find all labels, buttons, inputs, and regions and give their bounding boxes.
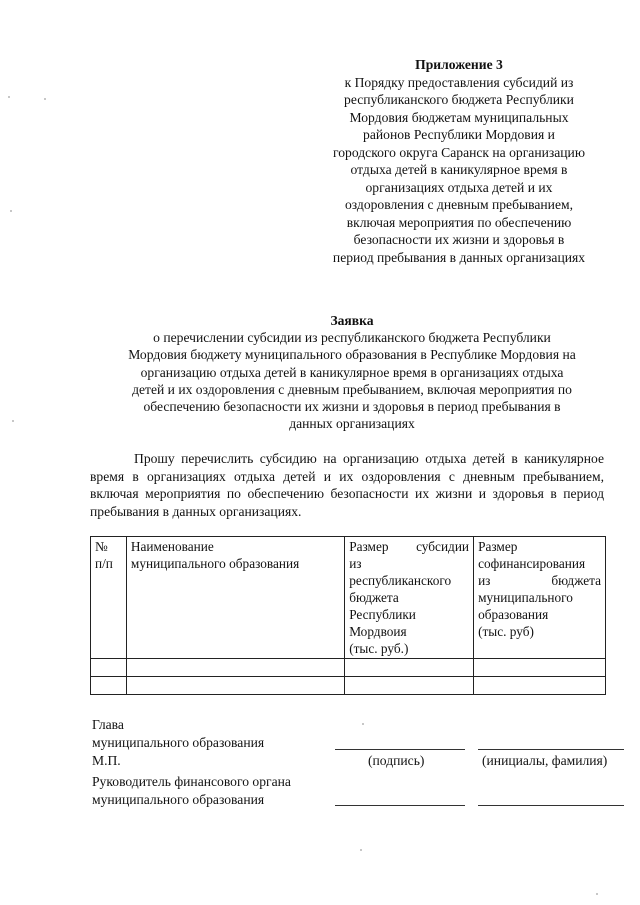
scan-speck — [12, 420, 14, 422]
table-row — [91, 659, 606, 677]
table-cell-name[interactable] — [126, 677, 344, 695]
appendix-line: к Порядку предоставления субсидий из — [344, 74, 574, 90]
name-line-head[interactable] — [478, 749, 624, 750]
appendix-line: республиканского бюджета Республики — [344, 92, 574, 107]
request-body-paragraph: Прошу перечислить субсидию на организацию отдыха детей в каникулярное время в организациях отдыха детей и их оздоровления с дневным пребыванием, включая мероприятия по обеспечению безопасности их жизни и здоровья в период пребывания в данных организациях. — [90, 451, 604, 519]
scan-speck — [596, 893, 598, 895]
table-cell-number[interactable] — [91, 659, 127, 677]
stamp-label: М.П. — [92, 753, 121, 768]
appendix-line: отдыха детей в каникулярное время в — [350, 162, 568, 177]
table-header-row — [91, 537, 606, 659]
subsidy-table — [90, 536, 606, 695]
finance-head-label-municipal: муниципального образования — [92, 792, 265, 807]
col-header-name: Наименование муниципального образования — [126, 537, 344, 659]
table-cell-subsidy[interactable] — [345, 677, 474, 695]
appendix-line: период пребывания в данных организациях — [332, 249, 586, 265]
appendix-line: городского округа Саранск на организацию — [333, 144, 585, 160]
request-title-line: Мордовия бюджету муниципального образования в Республике Мордовия на — [128, 347, 576, 363]
appendix-line: районов Республики Мордовия и — [363, 127, 555, 142]
signature-caption: (подпись) — [368, 753, 425, 768]
scan-speck — [44, 98, 46, 100]
appendix-block — [300, 56, 618, 266]
col-header-subsidy: Размер субсидии из республиканского бюджета Республики Мордвоия (тыс. руб.) — [345, 537, 474, 659]
appendix-line: безопасности их жизни и здоровья в — [353, 232, 565, 247]
request-title-block — [86, 312, 618, 432]
request-title-line: данных организациях — [289, 416, 415, 432]
scan-speck — [8, 96, 10, 98]
table-cell-subsidy[interactable] — [345, 659, 474, 677]
request-title-line: о перечислении субсидии из республиканского бюджета Республики — [153, 330, 551, 346]
scan-speck — [10, 210, 12, 212]
table-cell-cofinance[interactable] — [474, 659, 606, 677]
appendix-line: оздоровления с дневным пребыванием, — [345, 197, 573, 212]
col-header-number: № п/п — [91, 537, 127, 659]
request-title-line: детей и их оздоровления с дневным пребыванием, включая мероприятия по — [132, 381, 572, 397]
table-cell-cofinance[interactable] — [474, 677, 606, 695]
table-cell-number[interactable] — [91, 677, 127, 695]
appendix-heading: Приложение 3 — [415, 57, 503, 72]
request-heading: Заявка — [330, 313, 374, 328]
table-row — [91, 677, 606, 695]
appendix-line: организациях отдыха детей и их — [365, 179, 553, 195]
signature-line-head[interactable] — [335, 749, 465, 750]
scan-speck — [360, 849, 362, 851]
name-caption: (инициалы, фамилия) — [482, 753, 608, 768]
col-header-cofinance: Размер софинансирования из бюджета муниципального образования (тыс. руб) — [474, 537, 606, 659]
signature-line-finance[interactable] — [335, 805, 465, 806]
head-label-municipal: муниципального образования — [92, 735, 265, 750]
request-title-line: обеспечению безопасности их жизни и здоровья в период пребывания в — [143, 399, 561, 415]
appendix-line: Мордовия бюджетам муниципальных — [349, 109, 569, 125]
name-line-finance[interactable] — [478, 805, 624, 806]
head-label: Глава — [92, 717, 124, 732]
scan-speck — [362, 723, 364, 725]
appendix-line: включая мероприятия по обеспечению — [346, 214, 572, 230]
table-cell-name[interactable] — [126, 659, 344, 677]
finance-head-label: Руководитель финансового органа — [92, 774, 291, 789]
request-title-line: организацию отдыха детей в каникулярное время в организациях отдыха — [140, 364, 564, 380]
